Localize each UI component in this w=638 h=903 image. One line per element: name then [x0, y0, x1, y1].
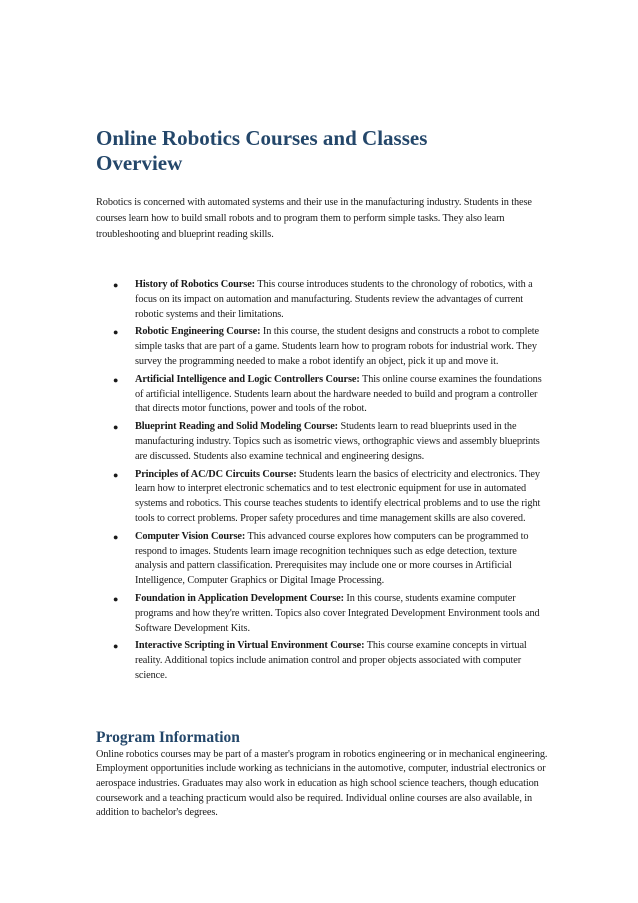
course-description: In this course, students examine computer programs and how they're written. Topics also cover Integrated Development Environment tools and Software Development Kits.	[135, 592, 540, 634]
bullet-icon: ●	[113, 422, 119, 433]
bullet-icon: ●	[113, 641, 119, 652]
intro-paragraph: Robotics is concerned with automated systems and their use in the manufacturing industry. Students in these courses learn how to build small robots and to program them to perform simple tasks. They also learn troubleshooting and blueprint reading skills.	[96, 197, 532, 240]
bullet-icon: ●	[113, 469, 119, 480]
program-information-paragraph: Online robotics courses may be part of a master's program in robotics engineering or in mechanical engineering. Employment opportunities include working as technicians in the automotive, computer, industrial electronics or aerospace industries. Graduates may also work in education as high school science teachers, though education coursework and a teaching practicum would also be required. Individual online courses are also available, in addition to bachelor's degrees.	[96, 748, 548, 819]
course-description: This advanced course explores how computers can be programmed to respond to images. Students learn image recognition techniques such as edge detection, texture analysis and pattern classification. Prerequisites may include one or more courses in Artificial Intelligence, Computer Graphics or Digital Image Processing.	[135, 530, 529, 587]
list-item	[113, 278, 548, 322]
course-name: Foundation in Application Development Course:	[135, 592, 344, 604]
list-item	[113, 325, 548, 369]
course-description: Students learn the basics of electricity and electronics. They learn how to interpret electronic schematics and to test electronic equipment for use in automated systems and robotics. This course teaches students to identify electrical problems and to use the right tools to correct problems. Proper safety procedures and time management skills are also covered.	[135, 468, 541, 524]
list-item	[113, 468, 548, 527]
list-item	[113, 530, 548, 589]
bullet-icon: ●	[113, 593, 119, 604]
course-description: This online course examines the foundations of artificial intelligence. Students learn about the hardware needed to build and program a controller that directs motor functions, power and tools of the robot.	[135, 373, 542, 415]
list-item	[113, 592, 548, 636]
document-page	[96, 126, 548, 821]
course-name: Robotic Engineering Course:	[135, 326, 261, 338]
course-name: History of Robotics Course:	[135, 279, 255, 290]
list-item	[113, 639, 548, 683]
course-description: This course introduces students to the chronology of robotics, with a focus on its impact on automation and manufacturing. Students review the advantages of current robotic systems and their limitations.	[135, 279, 533, 320]
page-title	[96, 126, 548, 176]
course-description: In this course, the student designs and constructs a robot to complete simple tasks that are part of a game. Students learn how to program robots for industrial work. They survey the programming needed to make a robot identify an object, pick it up and move it.	[135, 326, 540, 367]
course-name: Computer Vision Course:	[135, 530, 246, 542]
course-name: Blueprint Reading and Solid Modeling Course:	[135, 421, 339, 433]
program-information-heading: Program Information	[96, 728, 240, 746]
bullet-icon: ●	[113, 374, 119, 385]
bullet-icon: ●	[113, 531, 119, 542]
course-name: Principles of AC/DC Circuits Course:	[135, 468, 297, 480]
page-title-line-2: Overview	[96, 151, 183, 175]
page-title-line-1: Online Robotics Courses and Classes	[96, 126, 428, 150]
bullet-icon: ●	[113, 280, 119, 290]
list-item	[113, 373, 548, 417]
bullet-icon: ●	[113, 327, 119, 338]
course-description: Students learn to read blueprints used in the manufacturing industry. Topics such as isometric views, orthographic views and assembly blueprints are discussed. Students also examine technical and engineering designs.	[135, 421, 540, 462]
course-name: Artificial Intelligence and Logic Controllers Course:	[135, 373, 360, 385]
course-description: This course examine concepts in virtual reality. Additional topics include animation control and proper objects associated with computer science.	[135, 640, 527, 681]
course-name: Interactive Scripting in Virtual Environment Course:	[135, 640, 365, 652]
course-list	[96, 278, 548, 684]
list-item	[113, 420, 548, 464]
